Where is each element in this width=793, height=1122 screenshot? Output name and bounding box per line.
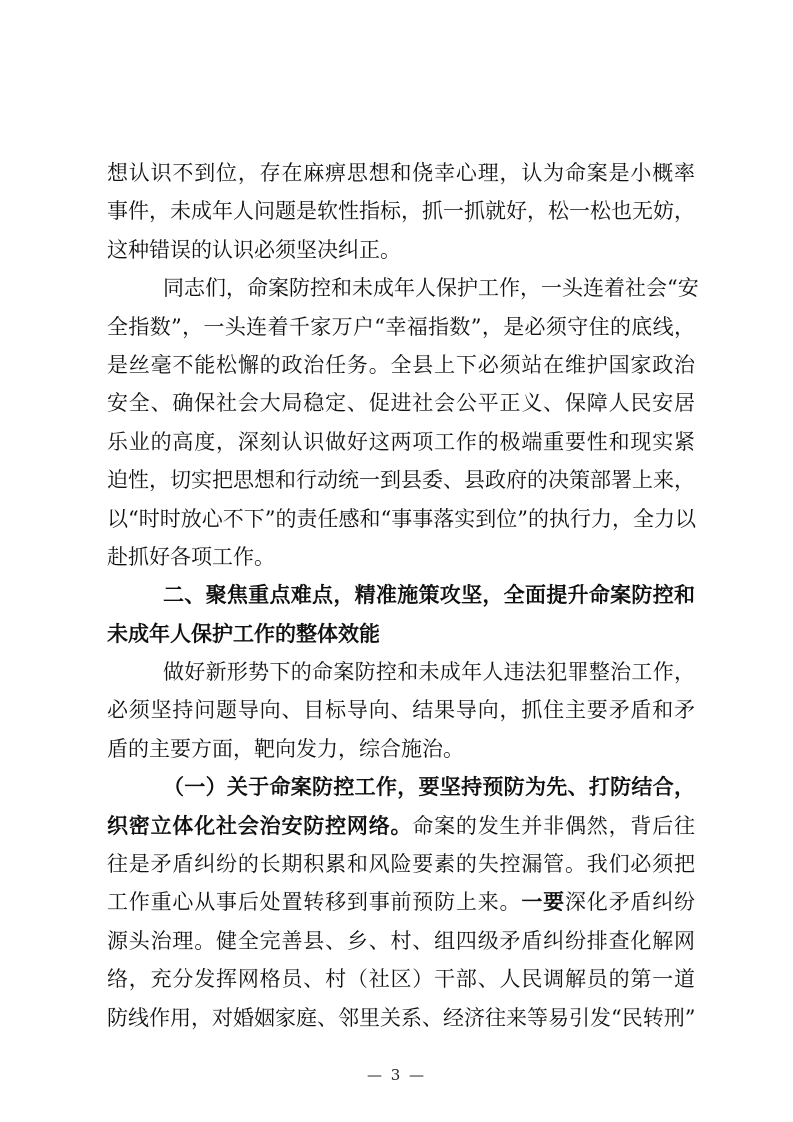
body-text: 同志们，命案防控和未成年人保护工作，一头连着社会“安 — [163, 276, 699, 301]
body-text: 必须坚持问题导向、目标导向、结果导向，抓住主要矛盾和矛 — [107, 698, 695, 723]
body-text: 安全、确保社会大局稳定、促进社会公平正义、保障人民安居 — [107, 391, 695, 416]
body-text: 源头治理。健全完善县、乡、村、组四级矛盾纠纷排查化解网 — [107, 928, 695, 953]
body-text: 深化矛盾纠纷 — [564, 890, 696, 915]
body-text: 乐业的高度，深刻认识做好这两项工作的极端重要性和现实紧 — [107, 429, 695, 454]
document-body — [107, 154, 699, 1037]
text-line — [107, 691, 695, 729]
text-line — [107, 308, 695, 346]
text-line — [107, 269, 699, 307]
bold-text: 未成年人保护工作的整体效能 — [107, 620, 380, 646]
body-text: 以“时时放心不下”的责任感和“事事落实到位”的执行力，全力以 — [107, 506, 696, 531]
text-line — [107, 999, 695, 1037]
bold-text: 织密立体化社会治安防控网络。 — [107, 812, 413, 838]
text-line — [107, 730, 695, 768]
body-text: 往是矛盾纠纷的长期积累和风险要素的失控漏管。我们必须把 — [107, 852, 695, 877]
body-text: 全指数”，一头连着千家万户“幸福指数”，是必须守住的底线， — [107, 314, 695, 339]
text-line — [107, 500, 695, 538]
text-line — [107, 384, 695, 422]
body-text: 想认识不到位，存在麻痹思想和侥幸心理，认为命案是小概率 — [107, 161, 695, 185]
text-line — [107, 615, 695, 653]
body-text: 工作重心从事后处置转移到事前预防上来。 — [107, 890, 522, 915]
text-line — [107, 922, 695, 960]
text-line — [107, 538, 695, 576]
text-line — [107, 845, 695, 883]
bold-text: （一）关于命案防控工作，要坚持预防为先、打防结合， — [163, 774, 695, 800]
text-line — [107, 807, 695, 845]
text-line — [107, 231, 695, 269]
body-text: 迫性，切实把思想和行动统一到县委、县政府的决策部署上来， — [107, 468, 695, 493]
text-line — [107, 423, 695, 461]
body-text: 赴抓好各项工作。 — [107, 544, 275, 569]
body-text: 这种错误的认识必须坚决纠正。 — [107, 237, 401, 262]
text-line — [107, 576, 695, 614]
bold-text: 二、聚焦重点难点，精准施策攻坚，全面提升命案防控和 — [163, 582, 695, 608]
body-text: 盾的主要方面，靶向发力，综合施治。 — [107, 736, 464, 761]
text-line — [107, 154, 695, 192]
body-text: 做好新形势下的命案防控和未成年人违法犯罪整治工作， — [163, 660, 695, 685]
body-text: 是丝毫不能松懈的政治任务。全县上下必须站在维护国家政治 — [107, 352, 695, 377]
text-line — [107, 768, 695, 806]
text-line — [107, 192, 695, 230]
text-line — [107, 461, 695, 499]
body-text: 防线作用，对婚姻家庭、邻里关系、经济往来等易引发“民转刑” — [107, 1005, 696, 1030]
body-text: 事件，未成年人问题是软性指标，抓一抓就好，松一松也无妨， — [107, 199, 695, 224]
text-line — [107, 653, 695, 691]
bold-text: 一要 — [521, 889, 565, 915]
text-line — [107, 960, 695, 998]
body-text: 命案的发生并非偶然，背后往 — [412, 813, 696, 838]
text-line — [107, 883, 695, 921]
page-number: — 3 — — [366, 1066, 427, 1084]
body-text: 络，充分发挥网格员、村（社区）干部、人民调解员的第一道 — [107, 967, 695, 992]
text-line — [107, 346, 695, 384]
